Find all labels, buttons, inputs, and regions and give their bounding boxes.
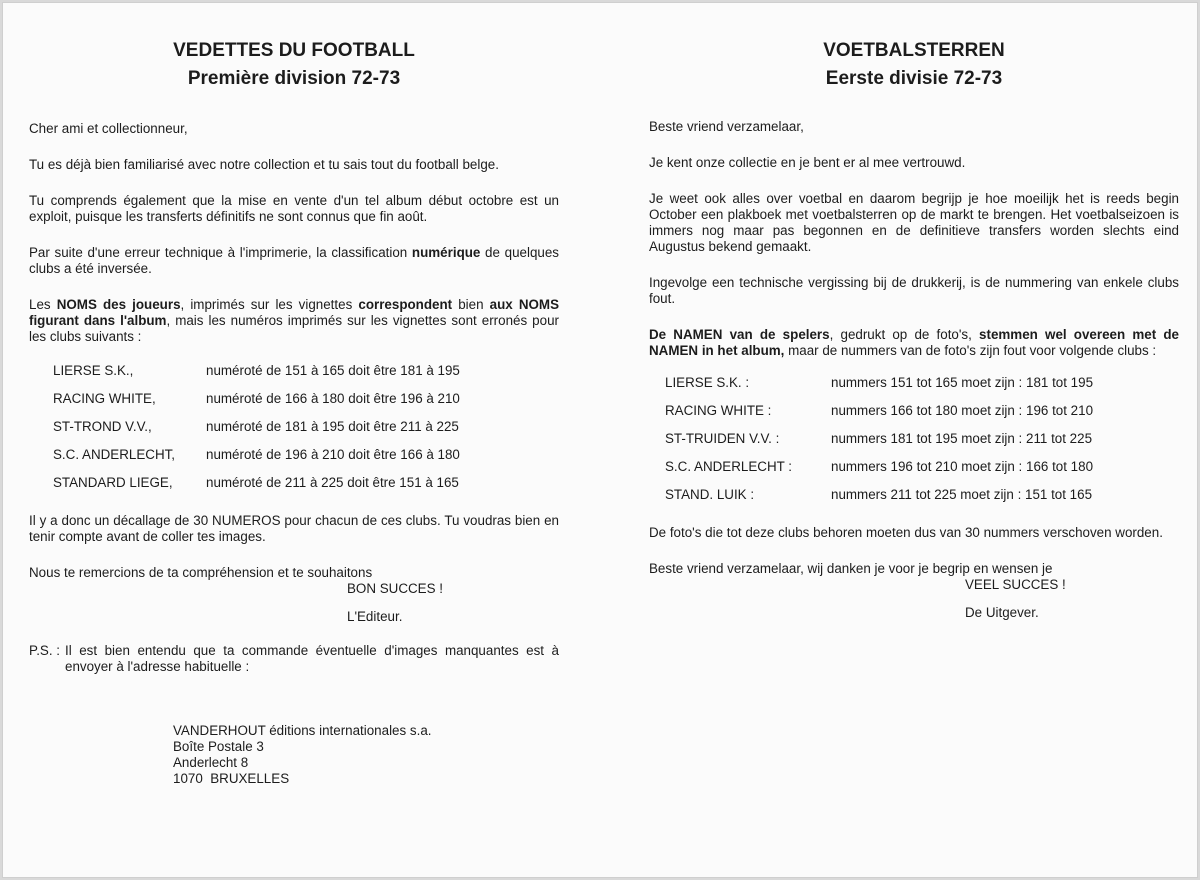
table-row: [665, 481, 1093, 509]
ps-text: Il est bien entendu que ta commande éventuelle d'images manquantes est à envoyer à l'adresse habituelle :: [65, 643, 559, 674]
club-numbers: nummers 166 tot 180 moet zijn : 196 tot 210: [831, 403, 1094, 418]
bold-span: numérique: [411, 245, 481, 260]
text-span: Les: [29, 297, 57, 312]
document-sheet: [2, 2, 1198, 878]
dutch-para-5: De foto's die tot deze clubs behoren moeten dus van 30 nummers verschoven worden.: [649, 525, 1163, 540]
club-name: S.C. ANDERLECHT,: [53, 447, 176, 462]
french-subtitle: Première division 72-73: [187, 68, 401, 89]
table-row: [53, 469, 460, 497]
club-name: RACING WHITE :: [665, 403, 772, 418]
dutch-para-2: Je weet ook alles over voetbal en daarom begrijp je hoe moeilijk het is reeds begin October een plakboek met voetbalsterren op de markt te brengen. Het voetbalseizoen is immers nog maar pas begonnen en de definitieve transfers worden slechts eind Augustus bekend gemaakt.: [649, 191, 1179, 254]
table-row: [53, 357, 460, 385]
club-name: ST-TRUIDEN V.V. :: [665, 431, 780, 446]
french-signature: L'Editeur.: [347, 609, 403, 624]
french-para-5: Il y a donc un décallage de 30 NUMEROS pour chacun de ces clubs. Tu voudras bien en tenir compte avant de coller tes images.: [29, 513, 559, 544]
table-row: [53, 385, 460, 413]
club-name: RACING WHITE,: [53, 391, 156, 406]
dutch-good-luck: VEEL SUCCES !: [965, 577, 1066, 592]
french-para-3: [29, 245, 559, 277]
text-span: maar de nummers van de foto's zijn fout voor volgende clubs :: [784, 343, 1157, 358]
address-line: Anderlecht 8: [173, 755, 249, 770]
club-name: STANDARD LIEGE,: [53, 475, 173, 490]
dutch-para-3: Ingevolge een technische vergissing bij de drukkerij, is de nummering van enkele clubs fout.: [649, 275, 1179, 306]
french-para-4: [29, 297, 559, 345]
bold-span: De NAMEN van de spelers: [649, 327, 830, 342]
text-span: Par suite d'une erreur technique à l'imprimerie, la classification: [29, 245, 412, 260]
dutch-signature: De Uitgever.: [965, 605, 1039, 620]
bold-span: NOMS des joueurs: [56, 297, 181, 312]
club-numbers: numéroté de 166 à 180 doit être 196 à 210: [206, 391, 460, 406]
french-greeting: Cher ami et collectionneur,: [29, 121, 188, 136]
text-span: de quelques clubs a été inversée.: [29, 245, 559, 276]
address-line: VANDERHOUT éditions internationales s.a.: [173, 723, 432, 738]
french-good-luck: BON SUCCES !: [347, 581, 443, 596]
ps-label: P.S. :: [29, 643, 61, 658]
text-span: , mais les numéros imprimés sur les vignettes sont erronés pour les clubs suivants :: [29, 313, 559, 344]
french-club-table: [53, 357, 460, 497]
address-line: 1070 BRUXELLES: [173, 771, 290, 786]
club-numbers: nummers 196 tot 210 moet zijn : 166 tot 180: [831, 459, 1094, 474]
club-name: S.C. ANDERLECHT :: [665, 459, 792, 474]
dutch-para-1: Je kent onze collectie en je bent er al mee vertrouwd.: [649, 155, 966, 170]
text-span: bien: [452, 297, 490, 312]
french-title: VEDETTES DU FOOTBALL: [173, 40, 415, 61]
bold-span: correspondent: [358, 297, 453, 312]
club-name: ST-TROND V.V.,: [53, 419, 152, 434]
bold-span: aux NOMS figurant dans l'album: [29, 297, 560, 328]
club-numbers: numéroté de 196 à 210 doit être 166 à 180: [206, 447, 460, 462]
club-name: LIERSE S.K. :: [665, 375, 750, 390]
table-row: [665, 397, 1093, 425]
text-span: , gedrukt op de foto's,: [829, 327, 980, 342]
dutch-thanks: Beste vriend verzamelaar, wij danken je voor je begrip en wensen je: [649, 561, 1053, 576]
table-row: [665, 425, 1093, 453]
table-row: [665, 369, 1093, 397]
dutch-title: VOETBALSTERREN: [823, 40, 1005, 61]
french-thanks: Nous te remercions de ta compréhension et te souhaitons: [29, 565, 373, 580]
club-numbers: nummers 151 tot 165 moet zijn : 181 tot 195: [831, 375, 1094, 390]
table-row: [53, 413, 460, 441]
dutch-club-table: [665, 369, 1093, 509]
club-numbers: nummers 181 tot 195 moet zijn : 211 tot 225: [831, 431, 1093, 446]
club-numbers: nummers 211 tot 225 moet zijn : 151 tot 165: [831, 487, 1093, 502]
dutch-subtitle: Eerste divisie 72-73: [825, 68, 1003, 89]
club-name: LIERSE S.K.,: [53, 363, 134, 378]
publisher-address: [29, 723, 559, 787]
club-numbers: numéroté de 181 à 195 doit être 211 à 225: [206, 419, 459, 434]
club-numbers: numéroté de 211 à 225 doit être 151 à 165: [206, 475, 459, 490]
club-numbers: numéroté de 151 à 165 doit être 181 à 195: [206, 363, 460, 378]
address-line: Boîte Postale 3: [173, 739, 264, 754]
dutch-para-4: [649, 327, 1179, 359]
text-span: , imprimés sur les vignettes: [180, 297, 359, 312]
french-para-1: Tu es déjà bien familiarisé avec notre collection et tu sais tout du football belge.: [29, 157, 499, 172]
french-column: [29, 3, 559, 787]
french-para-2: Tu comprends également que la mise en vente d'un tel album début octobre est un exploit, puisque les transferts définitifs ne sont connus que fin août.: [29, 193, 559, 224]
bold-span: stemmen wel overeen met de NAMEN in het album,: [649, 327, 1179, 358]
table-row: [665, 453, 1093, 481]
club-name: STAND. LUIK :: [665, 487, 755, 502]
dutch-column: [649, 3, 1179, 621]
table-row: [53, 441, 460, 469]
dutch-greeting: Beste vriend verzamelaar,: [649, 119, 804, 134]
french-postscript: [29, 643, 559, 675]
